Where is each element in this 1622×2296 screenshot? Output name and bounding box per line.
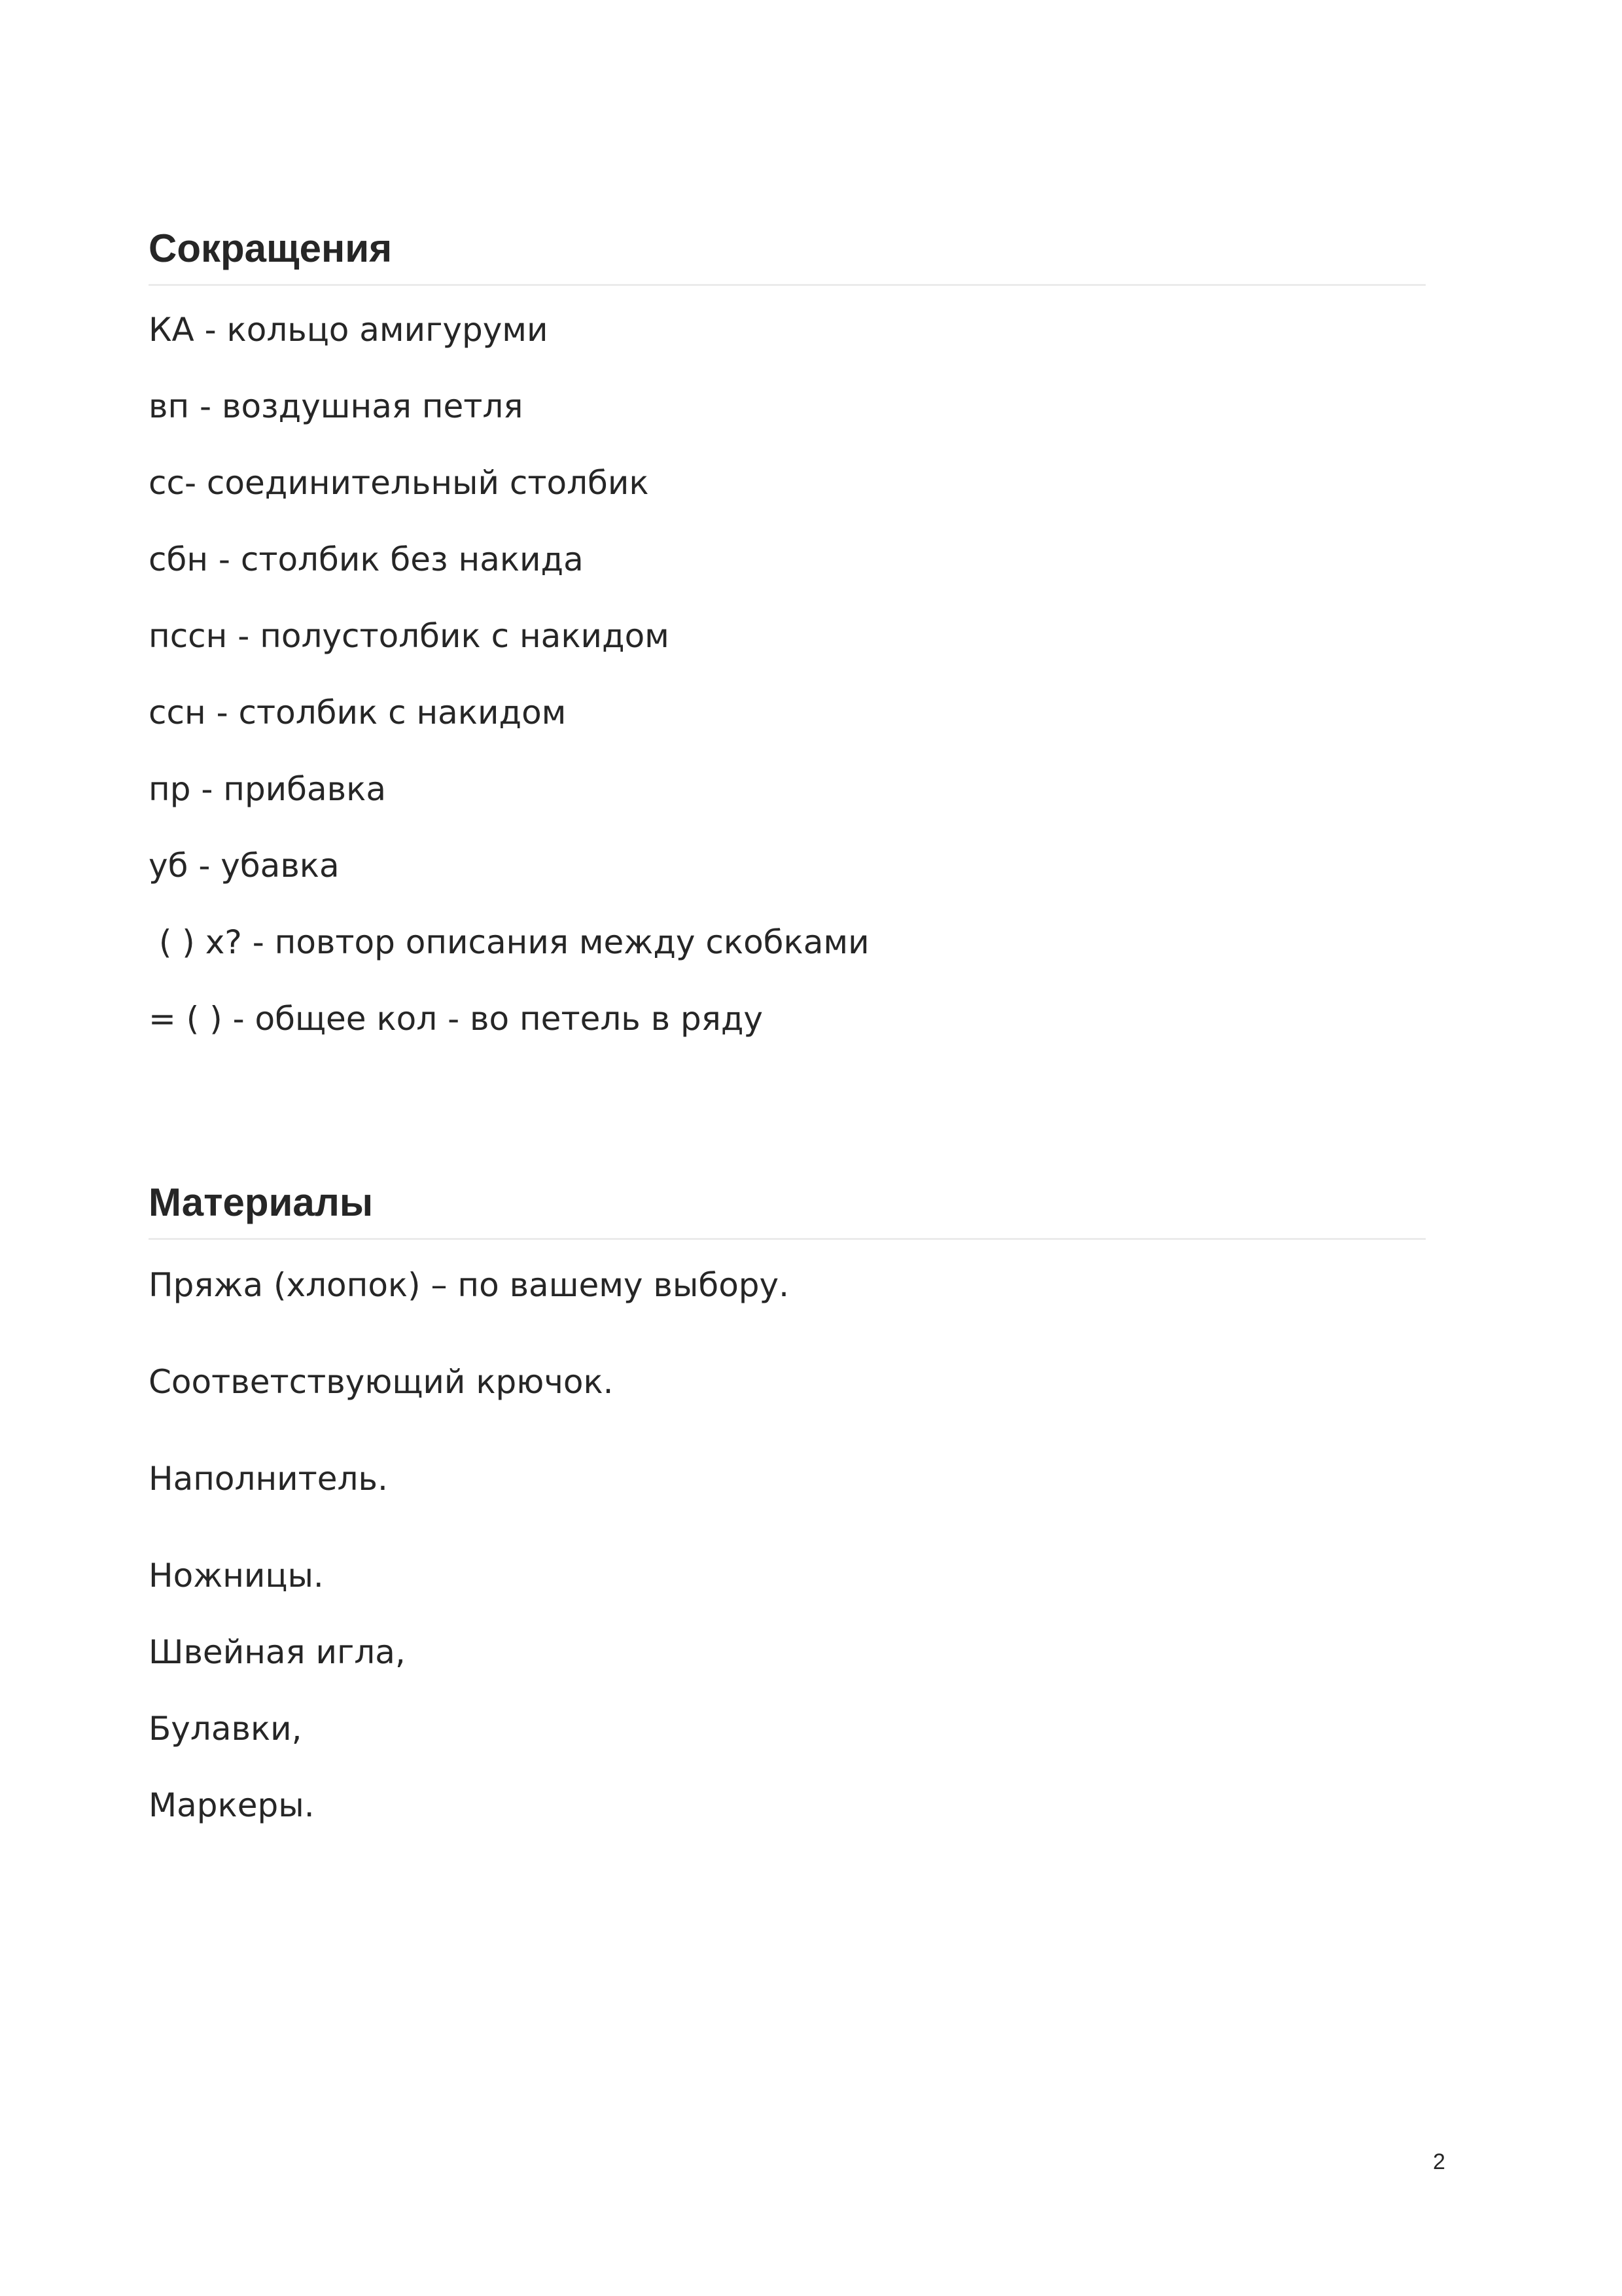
material-item: Ножницы. (149, 1557, 324, 1595)
abbreviations-list (149, 307, 1426, 1072)
material-item: Маркеры. (149, 1786, 315, 1824)
material-item: Швейная игла, (149, 1633, 406, 1671)
abbreviation-item: ссн - столбик с накидом (149, 694, 567, 732)
abbreviation-item: пссн - полустолбик с накидом (149, 617, 669, 655)
abbreviation-item: пр - прибавка (149, 770, 386, 808)
abbreviation-item: сбн - столбик без накида (149, 540, 584, 578)
material-item: Пряжа (хлопок) – по вашему выбору. (149, 1266, 790, 1304)
material-item: Соответствующий крючок. (149, 1363, 614, 1401)
material-item: Наполнитель. (149, 1460, 388, 1498)
abbreviation-item: сс- соединительный столбик (149, 464, 649, 502)
abbreviation-item: = ( ) - общее кол - во петель в ряду (149, 1000, 763, 1038)
abbreviation-item: уб - убавка (149, 847, 340, 885)
page-number: 2 (1433, 2149, 1445, 2174)
material-item: Булавки, (149, 1710, 302, 1748)
materials-section (149, 1180, 1426, 1859)
abbreviation-item: вп - воздушная петля (149, 387, 523, 425)
materials-list (149, 1262, 1426, 1859)
abbreviations-heading: Сокращения (149, 229, 1426, 286)
abbreviations-section (149, 226, 1426, 1072)
abbreviation-item: ( ) х? - повтор описания между скобками (149, 923, 870, 961)
abbreviation-item: КА - кольцо амигуруми (149, 311, 548, 349)
materials-heading: Материалы (149, 1183, 1426, 1240)
